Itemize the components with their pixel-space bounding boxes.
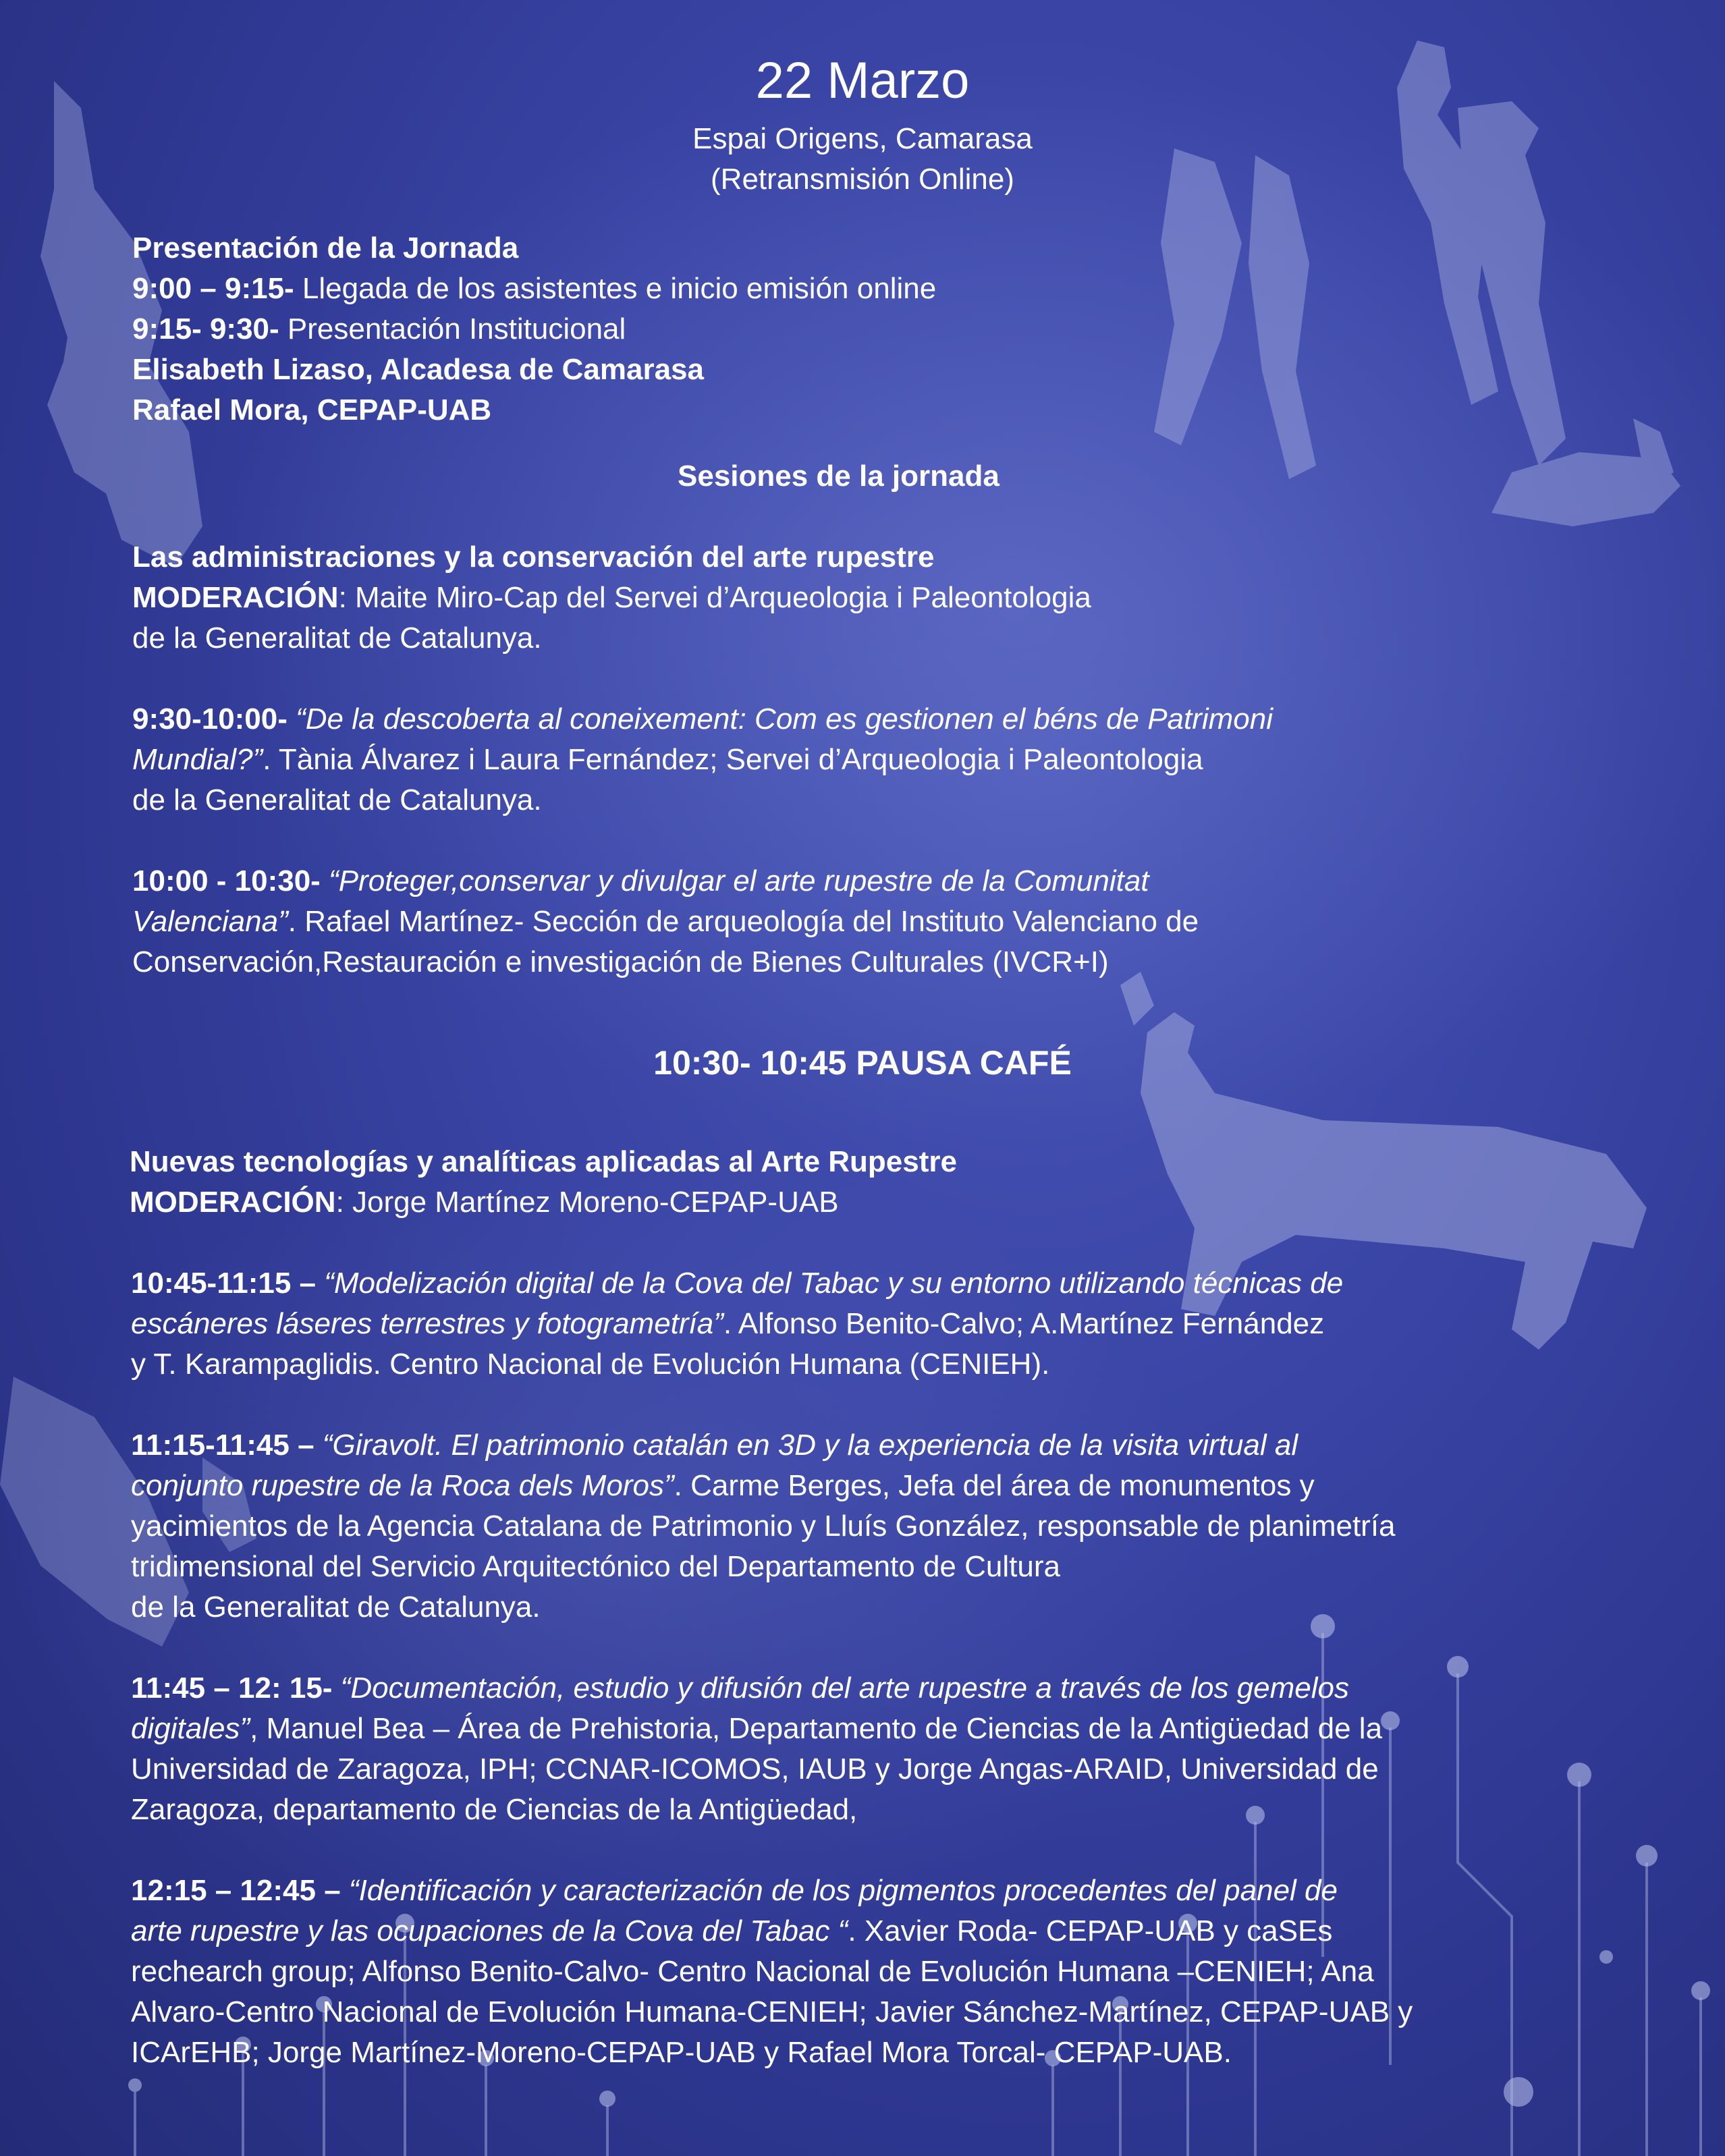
talk-authors: , Manuel Bea – Área de Prehistoria, Departamento de Ciencias de la Antigüedad de la	[250, 1712, 1383, 1745]
moderation-line: de la Generalitat de Catalunya.	[132, 621, 542, 655]
time-label: 10:00 - 10:30-	[132, 864, 321, 897]
talk-authors: y T. Karampaglidis. Centro Nacional de Evolución Humana (CENIEH).	[131, 1348, 1050, 1381]
talk-title: “Proteger,conservar y divulgar el arte rupestre de la Comunitat	[320, 864, 1149, 897]
talk-title: “Giravolt. El patrimonio catalán en 3D y la experiencia de la visita virtual al	[314, 1429, 1298, 1462]
speaker: Rafael Mora, CEPAP-UAB	[132, 393, 492, 426]
talk-authors: . Rafael Martínez- Sección de arqueología del Instituto Valenciano de	[288, 905, 1199, 938]
talk-2	[132, 861, 1617, 983]
talk-title: “Modelización digital de la Cova del Tabac y su entorno utilizando técnicas de	[316, 1267, 1344, 1300]
time-label: 12:15 – 12:45 –	[131, 1874, 341, 1907]
event-date: 22 Marzo	[755, 52, 970, 109]
talk-authors: tridimensional del Servicio Arquitectónico del Departamento de Cultura	[131, 1550, 1060, 1583]
time-label: 9:30-10:00-	[132, 702, 288, 736]
time-label: 9:15- 9:30-	[132, 312, 279, 345]
talk-title: arte rupestre y las ocupaciones de la Cova del Tabac “	[131, 1914, 848, 1947]
venue-name: Espai Origens, Camarasa	[692, 122, 1033, 155]
talk-1	[132, 699, 1617, 821]
talk-authors: de la Generalitat de Catalunya.	[131, 1591, 541, 1624]
talk-title: conjunto rupestre de la Roca dels Moros”	[131, 1469, 674, 1502]
talk-6	[131, 1871, 1616, 2073]
talk-authors: . Carme Berges, Jefa del área de monumentos y	[674, 1469, 1315, 1502]
talk-authors: Universidad de Zaragoza, IPH; CCNAR-ICOMOS, IAUB y Jorge Angas-ARAID, Universidad de	[131, 1752, 1379, 1786]
time-label: 11:15-11:45 –	[131, 1429, 314, 1462]
moderation-label: MODERACIÓN	[132, 581, 339, 614]
moderation-text: : Maite Miro-Cap del Servei d’Arqueologia i Paleontologia	[338, 581, 1091, 614]
time-label: 9:00 – 9:15-	[132, 272, 294, 305]
talk-authors: yacimientos de la Agencia Catalana de Patrimonio y Lluís González, responsable de planimetría	[131, 1510, 1396, 1543]
presentation-section	[132, 228, 1617, 431]
talk-3	[131, 1263, 1616, 1385]
venue-info	[0, 119, 1725, 200]
item-text: Presentación Institucional	[279, 312, 626, 345]
talk-title: Mundial?”	[132, 743, 263, 776]
moderation-label: MODERACIÓN	[130, 1186, 336, 1219]
session-block-1	[132, 537, 1617, 659]
broadcast-note: (Retransmisión Online)	[711, 163, 1014, 196]
agenda-item	[132, 309, 1617, 350]
item-text: Llegada de los asistentes e inicio emisión online	[294, 272, 937, 305]
talk-authors: Zaragoza, departamento de Ciencias de la Antigüedad,	[131, 1793, 858, 1826]
talk-authors: . Alfonso Benito-Calvo; A.Martínez Fernández	[723, 1307, 1325, 1340]
session-title: Las administraciones y la conservación del arte rupestre	[132, 541, 935, 574]
talk-title: “Identificación y caracterización de los pigmentos procedentes del panel de	[340, 1874, 1338, 1907]
session-block-2	[130, 1142, 1614, 1223]
talk-title: escáneres láseres terrestres y fotogrametría”	[131, 1307, 723, 1340]
moderation-text: : Jorge Martínez Moreno-CEPAP-UAB	[335, 1186, 839, 1219]
time-label: 10:45-11:15 –	[131, 1267, 316, 1300]
talk-4	[131, 1425, 1616, 1628]
moderation-line	[130, 1182, 1614, 1223]
talk-authors: . Xavier Roda- CEPAP-UAB y caSEs	[848, 1914, 1333, 1947]
talk-authors: Alvaro-Centro Nacional de Evolución Humana-CENIEH; Javier Sánchez-Martínez, CEPAP-UAB y	[131, 1995, 1413, 2028]
sessions-heading: Sesiones de la jornada	[678, 460, 1000, 493]
speaker: Elisabeth Lizaso, Alcadesa de Camarasa	[132, 353, 704, 386]
session-title: Nuevas tecnologías y analíticas aplicadas al Arte Rupestre	[130, 1145, 957, 1178]
talk-authors: de la Generalitat de Catalunya.	[132, 783, 542, 817]
talk-title: “Documentación, estudio y difusión del arte rupestre a través de los gemelos	[332, 1671, 1350, 1705]
talk-title: “De la descoberta al coneixement: Com es gestionen el béns de Patrimoni	[287, 702, 1274, 736]
moderation-line	[132, 578, 1617, 618]
agenda-item	[132, 269, 1617, 309]
time-label: 11:45 – 12: 15-	[131, 1671, 333, 1705]
talk-authors: ICArEHB; Jorge Martínez-Moreno-CEPAP-UAB y Rafael Mora Torcal- CEPAP-UAB.	[131, 2036, 1232, 2069]
talk-title: Valenciana”	[132, 905, 288, 938]
coffee-break: 10:30- 10:45 PAUSA CAFÉ	[653, 1044, 1072, 1082]
talk-5	[131, 1668, 1616, 1830]
presentation-title: Presentación de la Jornada	[132, 231, 519, 265]
talk-authors: Conservación,Restauración e investigación de Bienes Culturales (IVCR+I)	[132, 945, 1109, 978]
talk-title: digitales”	[131, 1712, 250, 1745]
talk-authors: . Tània Álvarez i Laura Fernández; Servei d’Arqueologia i Paleontologia	[263, 743, 1203, 776]
talk-authors: rechearch group; Alfonso Benito-Calvo- Centro Nacional de Evolución Humana –CENIEH; Ana	[131, 1955, 1374, 1988]
